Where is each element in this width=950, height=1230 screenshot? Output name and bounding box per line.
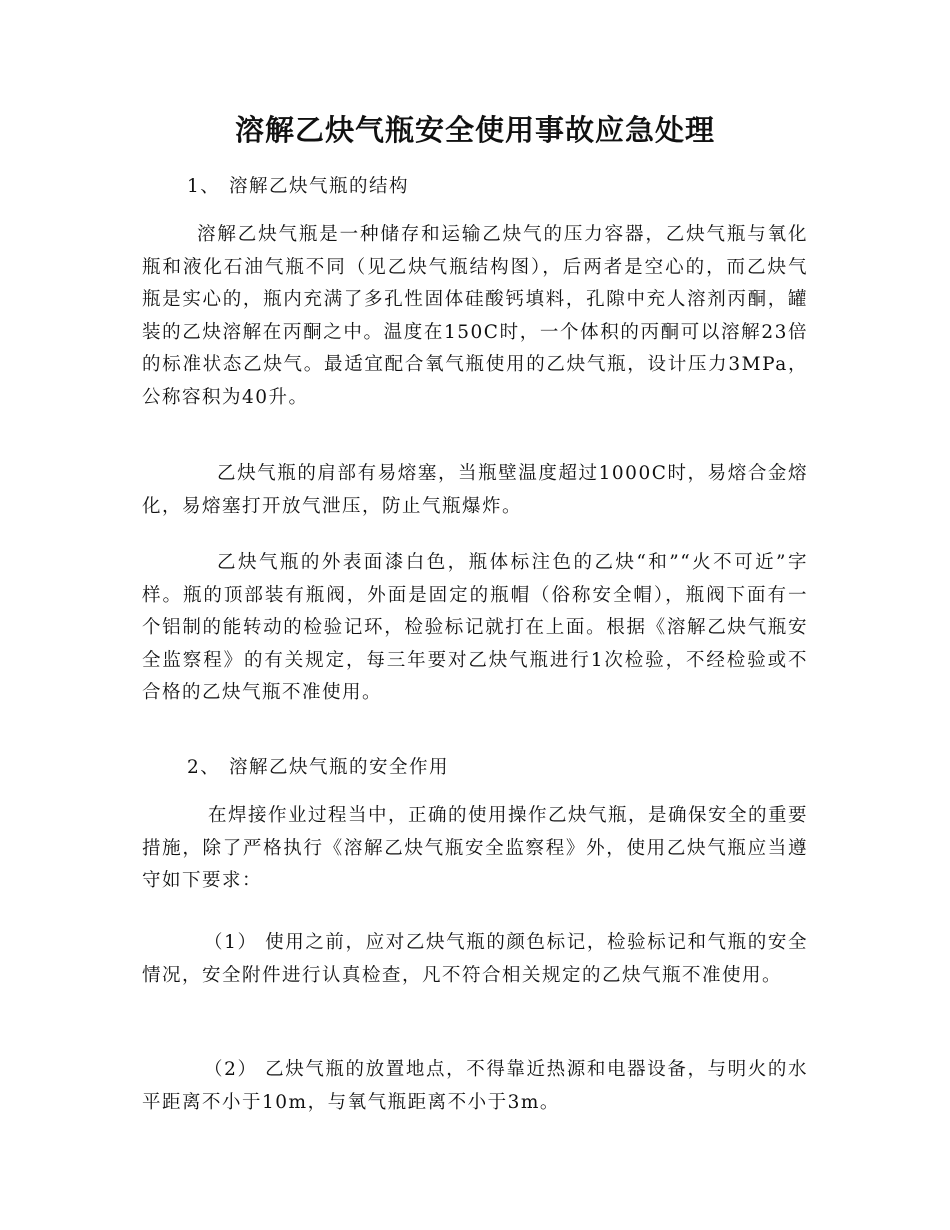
paragraph-fusible-plug [142, 458, 808, 523]
document-title: 溶解乙炔气瓶安全使用事故应急处理 [234, 113, 715, 147]
section-heading-2 [187, 753, 449, 779]
paragraph-text: （2） 乙炔气瓶的放置地点，不得靠近热源和电器设备，与明火的水平距离不小于10m，与氧气瓶距离不小于3m。 [142, 1059, 808, 1113]
paragraph-text: 乙炔气瓶的肩部有易熔塞，当瓶壁温度超过1000C时，易熔合金熔化，易熔塞打开放气泄压，防止气瓶爆炸。 [142, 463, 808, 517]
paragraph-text: 乙炔气瓶的外表面漆白色，瓶体标注色的乙炔“和”“火不可近”字样。瓶的顶部装有瓶阀，外面是固定的瓶帽（俗称安全帽），瓶阀下面有一个铝制的能转动的检验记环，检验标记就打在上面。根据《溶解乙炔气瓶安全监察程》的有关规定，每三年要对乙炔气瓶进行1次检验，不经检验或不合格的乙炔气瓶不准使用。 [142, 552, 808, 703]
paragraph-structure [142, 219, 808, 414]
section-heading-text: 溶解乙炔气瓶的结构 [229, 176, 410, 197]
paragraph-text: 溶解乙炔气瓶是一种储存和运输乙炔气的压力容器，乙炔气瓶与氧化瓶和液化石油气瓶不同（见乙炔气瓶结构图），后两者是空心的，而乙炔气瓶是实心的，瓶内充满了多孔性固体硅酸钙填料，孔隙中充人溶剂丙酮，罐装的乙炔溶解在丙酮之中。温度在150C时，一个体积的丙酮可以溶解23倍的标准状态乙炔气。最适宜配合氧气瓶使用的乙炔气瓶，设计压力3MPa，公称容积为40升。 [142, 224, 808, 408]
paragraph-rule-2 [142, 1054, 808, 1119]
section-number: 2、 [187, 757, 221, 778]
paragraph-rule-1 [142, 927, 808, 992]
section-number: 1、 [187, 176, 221, 197]
section-heading-1 [187, 172, 409, 198]
paragraph-safe-use-intro [142, 800, 808, 898]
paragraph-text: （1） 使用之前，应对乙炔气瓶的颜色标记，检验标记和气瓶的安全情况，安全附件进行认真检查，凡不符合相关规定的乙炔气瓶不准使用。 [142, 932, 808, 986]
paragraph-text: 在焊接作业过程当中，正确的使用操作乙炔气瓶，是确保安全的重要措施，除了严格执行《溶解乙炔气瓶安全监察程》外，使用乙炔气瓶应当遵守如下要求： [142, 805, 809, 891]
section-heading-text: 溶解乙炔气瓶的安全作用 [229, 757, 450, 778]
paragraph-marking [142, 547, 808, 710]
